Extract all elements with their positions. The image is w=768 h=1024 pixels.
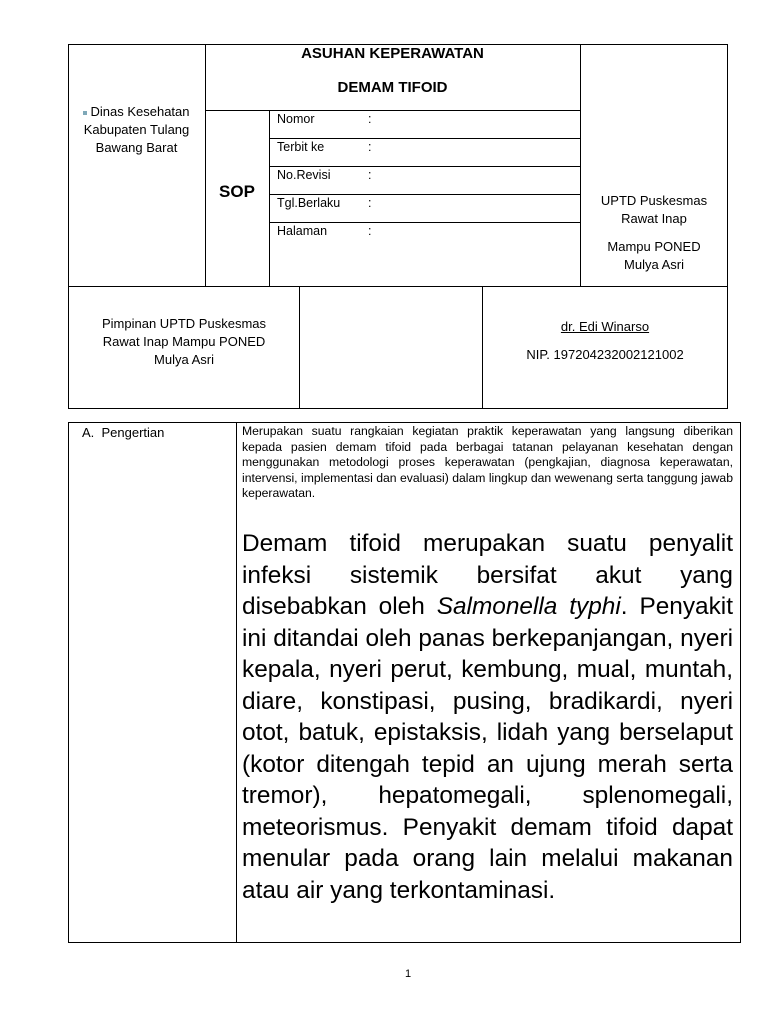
meta-label-terbit: Terbit ke [277,140,325,154]
logo-placeholder-icon [83,111,87,115]
meta-label-nomor: Nomor [277,112,315,126]
meta-label-halaman: Halaman [277,224,328,238]
meta-label-revisi: No.Revisi [277,168,331,182]
signatory-nip: NIP. 197204232002121002 [526,347,684,362]
meta-line [269,166,580,167]
meta-line [269,222,580,223]
meta-colon: : [368,224,372,238]
uptd-name: UPTD Puskesmas Rawat Inap Mampu PONED Mulya Asri [600,193,708,272]
signature-title: Pimpinan UPTD Puskesmas Rawat Inap Mampu PONED Mulya Asri [102,316,266,367]
section-label: A. Pengertian [82,425,165,440]
sop-label: SOP [219,182,255,201]
document-title-line2: DEMAM TIFOID [337,79,448,96]
signatory-name: dr. Edi Winarso [560,319,650,334]
definition-intro: Merupakan suatu rangkaian kegiatan praktik keperawatan yang langsung diberikan kepada pasien demam tifoid pada berbagai tatanan pelayanan kesehatan dengan menggunakan metodologi proses keperawatan (pengkajian, diagnosa keperawatan, intervensi, implementasi dan evaluasi) dalam lingkup dan wewenang serta tanggung jawab keperawatan. [242,424,733,500]
meta-colon: : [368,168,372,182]
meta-colon: : [368,112,372,126]
meta-line [269,138,580,139]
meta-label-tgl-berlaku: Tgl.Berlaku [277,196,341,210]
document-title-line1: ASUHAN KEPERAWATAN [301,45,484,62]
meta-colon: : [368,140,372,154]
meta-colon: : [368,196,372,210]
agency-name: Dinas Kesehatan Kabupaten Tulang Bawang Barat [83,104,190,155]
pathogen-name: Salmonella typhi [436,593,621,620]
header-row-divider [68,286,728,287]
sop-divider [269,110,270,286]
definition-body: Demam tifoid merupakan suatu penyalit infeksi sistemik bersifat akut yang disebabkan oleh Salmonella typhi. Penyakit ini ditandai oleh panas berkepanjangan, nyeri kepala, nyeri perut, kembung, mual, muntah, diare, konstipasi, pusing, bradikardi, nyeri otot, batuk, epistaksis, lidah yang berselaput (kotor ditengah tepid an ujung merah serta tremor), hepatomegali, splenomegali, meteorismus. Penyakit demam tifoid dapat menular pada orang lain melalui makanan atau air yang terkontaminasi. [242,530,734,904]
content-column-divider [236,422,237,943]
meta-line [269,194,580,195]
title-bottom-line [205,110,580,111]
signature-divider-left [299,286,300,409]
page-number: 1 [404,968,412,980]
